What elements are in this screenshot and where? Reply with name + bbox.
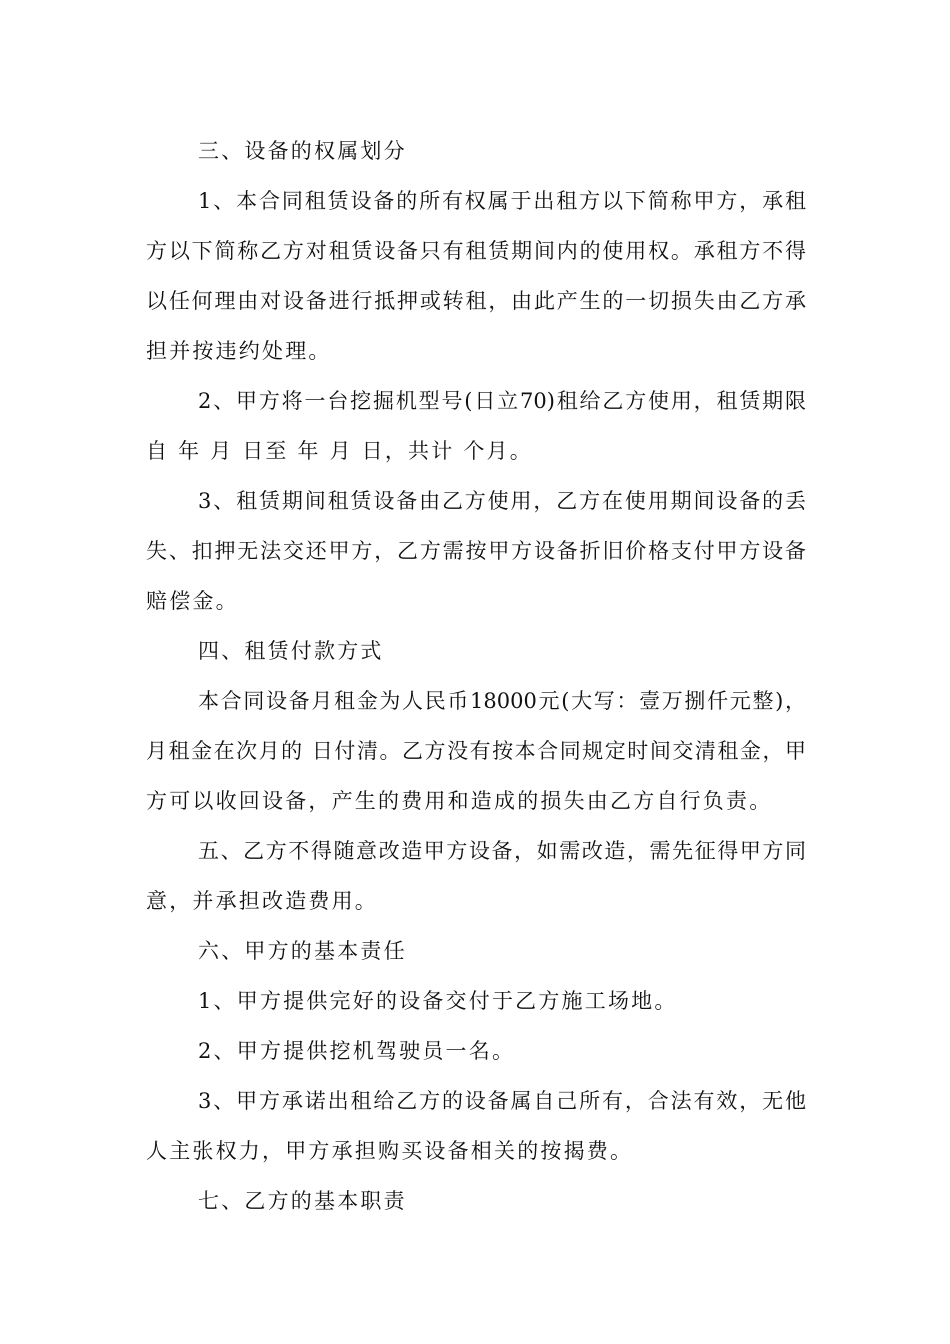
paragraph-line: 方以下简称乙方对租赁设备只有租赁期间内的使用权。承租方不得	[146, 239, 806, 263]
section-heading: 四、租赁付款方式	[198, 639, 384, 663]
paragraph-line: 以任何理由对设备进行抵押或转租，由此产生的一切损失由乙方承	[146, 289, 806, 313]
section-heading: 三、设备的权属划分	[198, 139, 407, 163]
section-heading: 六、甲方的基本责任	[198, 939, 407, 963]
paragraph-line: 2、甲方将一台挖掘机型号(日立70)租给乙方使用，租赁期限	[198, 389, 806, 413]
paragraph-line: 本合同设备月租金为人民币18000元(大写：壹万捌仟元整)，	[198, 689, 806, 713]
paragraph-line: 3、甲方承诺出租给乙方的设备属自己所有，合法有效，无他	[198, 1089, 806, 1113]
paragraph-line: 3、租赁期间租赁设备由乙方使用，乙方在使用期间设备的丢	[198, 489, 806, 513]
paragraph-line: 意，并承担改造费用。	[146, 889, 378, 913]
paragraph-line: 2、甲方提供挖机驾驶员一名。	[198, 1039, 516, 1063]
paragraph-line: 赔偿金。	[146, 589, 239, 613]
section-heading: 五、乙方不得随意改造甲方设备，如需改造，需先征得甲方同	[198, 839, 806, 863]
section-heading: 七、乙方的基本职责	[198, 1189, 407, 1213]
paragraph-line: 月租金在次月的 日付清。乙方没有按本合同规定时间交清租金，甲	[146, 739, 806, 763]
paragraph-line: 担并按违约处理。	[146, 339, 332, 363]
paragraph-line: 人主张权力，甲方承担购买设备相关的按揭费。	[146, 1139, 634, 1163]
paragraph-line: 自 年 月 日至 年 月 日，共计 个月。	[146, 439, 533, 463]
paragraph-line: 1、本合同租赁设备的所有权属于出租方以下简称甲方，承租	[198, 189, 806, 213]
paragraph-line: 方可以收回设备，产生的费用和造成的损失由乙方自行负责。	[146, 789, 773, 813]
paragraph-line: 1、甲方提供完好的设备交付于乙方施工场地。	[198, 989, 678, 1013]
paragraph-line: 失、扣押无法交还甲方，乙方需按甲方设备折旧价格支付甲方设备	[146, 539, 806, 563]
